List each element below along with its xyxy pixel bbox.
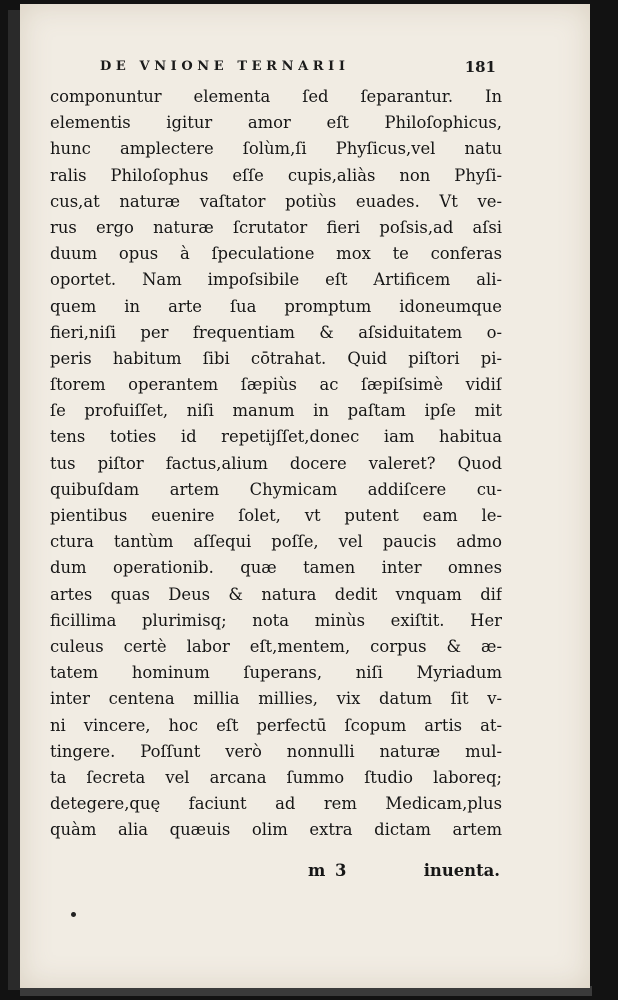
text-line: cus,at naturæ vaſtator potiùs euades. Vt ve- [50,191,502,211]
text-line: tatem hominum ſuperans, niſi Myriadum [50,663,502,683]
text-line: inter centena millia millies, vix datum ſit v- [50,689,502,709]
text-line: tus piſtor factus,alium docere valeret? Quod [50,453,502,473]
text-line: oportet. Nam impoſsibile eſt Artificem ali- [50,270,502,290]
text-line: tens toties id repetijſſet,donec iam habitua [50,427,502,447]
text-line: culeus certè labor eſt,mentem, corpus & æ- [50,636,502,656]
text-line: componuntur elementa ſed ſeparantur. In [50,87,502,106]
text-line: ta ſecreta vel arcana ſummo ſtudio laboreq; [50,767,502,787]
text-line: hunc amplectere ſolùm,ſi Phyſicus,vel natu [50,139,502,159]
signature-mark: m 3 [308,861,349,880]
text-line: fieri,niſi per frequentiam & aſsiduitatem o- [50,322,502,342]
catchword: inuenta. [423,861,500,880]
text-line: elementis igitur amor eſt Philoſophicus, [50,113,502,133]
text-line: ſtorem operantem ſæpiùs ac ſæpiſsimè vidiſ [50,375,502,395]
text-line: detegere,quę faciunt ad rem Medicam,plus [50,794,502,814]
page-number: 181 [464,58,496,76]
text-line: artes quas Deus & natura dedit vnquam dif [50,584,502,604]
text-line: rus ergo naturæ ſcrutator fieri poſsis,ad aſsi [50,217,502,237]
text-line: dum operationib. quæ tamen inter omnes [50,558,502,578]
text-line: ctura tantùm aſſequi poſſe, vel paucis admo [50,532,502,552]
ink-spot [71,912,76,917]
text-line: duum opus à ſpeculatione mox te conferas [50,244,502,264]
text-line: ſe profuiſſet, niſi manum in paſtam ipſe mit [50,401,502,421]
text-line: tingere. Poſſunt verò nonnulli naturæ mul- [50,741,502,761]
running-title: DE VNIONE TERNARII [100,59,350,74]
running-head [100,56,500,78]
text-line: quem in arte ſua promptum idoneumque [50,296,502,316]
footer-line [300,858,500,884]
text-line: ni vincere, hoc eſt perfectū ſcopum artis at- [50,715,502,735]
text-line: pientibus euenire ſolet, vt putent eam le- [50,506,502,525]
book-edge-shadow [8,10,20,990]
body-text [50,84,502,843]
text-line: peris habitum ſibi cōtrahat. Quid piſtori pi- [50,348,502,368]
text-line: quibuſdam artem Chymicam addiſcere cu- [50,479,502,499]
text-line: ficillima plurimisq; nota minùs exiſtit. Her [50,610,502,630]
text-line: quàm alia quæuis olim extra dictam artem [50,820,502,840]
text-line: ralis Philoſophus eſſe cupis,aliàs non Phyſi- [50,165,502,185]
